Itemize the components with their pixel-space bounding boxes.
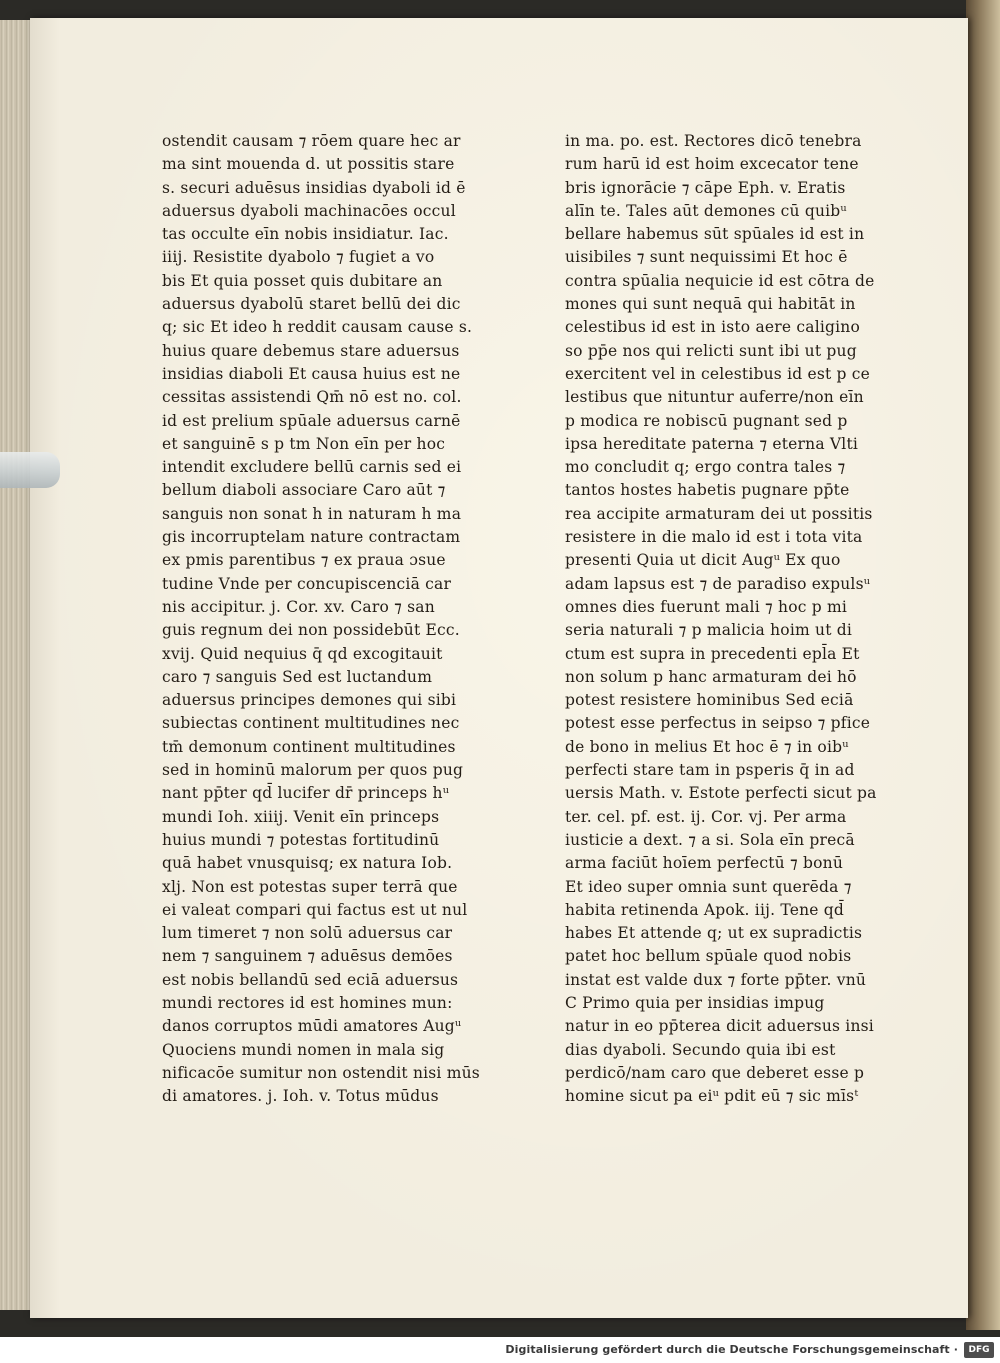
funding-note: Digitalisierung gefördert durch die Deutsche Forschungsgemeinschaft · [505,1343,958,1356]
text-line: bis Et quia posset quis dubitare an [162,271,443,290]
text-line: caro ⁊ sanguis Sed est luctandum [162,667,433,686]
text-line: nificacōe sumitur non ostendit nisi mūs [162,1063,480,1082]
text-line: ctum est supra in precedenti epl̄a Et [565,644,860,663]
text-line: mones qui sunt nequā qui habitāt in [565,295,856,314]
text-line: p modica re nobiscū pugnant sed p [565,411,848,430]
text-line: intendit excludere bellū carnis sed ei [162,458,462,477]
text-line: di amatores. j. Ioh. v. Totus mūdus [162,1087,439,1106]
text-line: tas occulte eīn nobis insidiatur. Iac. [162,225,449,244]
text-line: nis accipitur. j. Cor. xv. Caro ⁊ san [162,597,435,616]
text-line: xvij. Quid nequius q̄ qd excogitauit [162,644,443,663]
text-line: instat est valde dux ⁊ forte pp̄ter. vnū [565,970,867,989]
text-line: quā habet vnusquisq; ex natura Iob. [162,854,453,873]
text-line: tantos hostes habetis pugnare pp̄te [565,481,850,500]
text-line: uersis Math. v. Estote perfecti sicut pa [565,784,877,803]
text-line: omnes dies fuerunt mali ⁊ hoc p mi [565,597,848,616]
text-line: sanguis non sonat h in naturam h ma [162,504,462,523]
book-cover-edge [966,0,1000,1330]
text-line: mo concludit q; ergo contra tales ⁊ [565,458,846,477]
text-line: nem ⁊ sanguinem ⁊ aduēsus demōes [162,947,453,966]
text-line: tudine Vnde per concupiscenciā car [162,574,452,593]
text-line: uisibiles ⁊ sunt nequissimi Et hoc ē [565,248,848,267]
text-line: iusticie a dext. ⁊ a si. Sola eīn precā [565,830,855,849]
text-line: ei valeat compari qui factus est ut nul [162,900,468,919]
text-line: homine sicut pa eiᵘ pdit eū ⁊ sic mīsᵗ [565,1087,859,1106]
text-line: aduersus dyabolū staret bellū dei dic [162,295,461,314]
text-line: alīn te. Tales aūt demones cū quibᵘ [565,201,847,220]
text-line: de bono in melius Et hoc ē ⁊ in oibᵘ [565,737,849,756]
text-line: tm̄ demonum continent multitudines [162,737,456,756]
text-line: est nobis bellandū sed eciā aduersus [162,970,459,989]
text-line: perfecti stare tam in psperis q̄ in ad [565,761,855,780]
text-line: dias dyaboli. Secundo quia ibi est [565,1040,836,1059]
text-line: iiij. Resistite dyabolo ⁊ fugiet a vo [162,248,435,267]
page-clip [0,452,60,488]
text-line: bris ignorācie ⁊ cāpe Eph. v. Eratis [565,178,846,197]
text-line: id est prelium spūale aduersus carnē [162,411,461,430]
text-line: subiectas continent multitudines nec [162,714,460,733]
text-line: resistere in die malo id est i tota vita [565,528,863,547]
text-line: danos corruptos mūdi amatores Augᵘ [162,1017,462,1036]
text-line: bellare habemus sūt spūales id est in [565,225,865,244]
text-line: guis regnum dei non possidebūt Ecc. [162,621,460,640]
text-line: ter. cel. pf. est. ij. Cor. vj. Per arma [565,807,847,826]
dfg-logo-icon: DFG [964,1342,994,1358]
text-line: mundi rectores id est homines mun: [162,993,453,1012]
text-line: q; sic Et ideo h reddit causam cause s. [162,318,473,337]
text-line: aduersus principes demones qui sibi [162,691,457,710]
text-line: contra spūalia nequicie id est cōtra de [565,271,875,290]
text-line: rea accipite armaturam dei ut possitis [565,504,873,523]
text-line: nant pp̄ter qd̄ lucifer dr̄ princeps hᵘ [162,784,450,803]
text-line: so pp̄e nos qui relicti sunt ibi ut pug [565,341,857,360]
text-line: presenti Quia ut dicit Augᵘ Ex quo [565,551,841,570]
text-line: in ma. po. est. Rectores dicō tenebra [565,132,862,150]
text-line: lestibus que nituntur auferre/non eīn [565,388,864,407]
text-line: ipsa hereditate paterna ⁊ eterna Vlti [565,434,859,453]
text-line: s. securi aduēsus insidias dyaboli id ē [162,178,466,197]
text-line: celestibus id est in isto aere caligino [565,318,861,337]
text-line: ex pmis parentibus ⁊ ex praua ɔsue [162,551,446,570]
text-line: ma sint mouenda d. ut possitis stare [162,155,455,174]
text-line: et sanguinē s p tm Non eīn per hoc [162,434,446,453]
text-line: sed in hominū malorum per quos pug [162,761,464,780]
text-line: seria naturali ⁊ p malicia hoim ut di [565,621,853,640]
text-line: C Primo quia per insidias impug [565,993,825,1012]
text-line: ostendit causam ⁊ rōem quare hec ar [162,132,461,150]
text-column-right [565,130,900,1108]
text-line: arma faciūt hoīem perfectū ⁊ bonū [565,854,844,873]
text-line: Et ideo super omnia sunt querēda ⁊ [565,877,852,896]
text-line: perdicō/nam caro que deberet esse p [565,1063,865,1082]
text-column-left [162,130,497,1108]
text-line: huius mundi ⁊ potestas fortitudinū [162,830,440,849]
text-line: bellum diaboli associare Caro aūt ⁊ [162,481,446,500]
text-line: patet hoc bellum spūale quod nobis [565,947,852,966]
text-line: exercitent vel in celestibus id est p ce [565,364,871,383]
text-line: xlj. Non est potestas super terrā que [162,877,458,896]
text-line: cessitas assistendi Qm̄ nō est no. col. [162,388,462,407]
text-line: habes Et attende q; ut ex supradictis [565,924,863,943]
text-line: aduersus dyaboli machinacōes occul [162,201,456,220]
text-line: mundi Ioh. xiiij. Venit eīn princeps [162,807,440,826]
text-line: adam lapsus est ⁊ de paradiso expulsᵘ [565,574,871,593]
text-line: natur in eo pp̄terea dicit aduersus insi [565,1017,874,1036]
text-line: gis incorruptelam nature contractam [162,528,461,547]
text-line: huius quare debemus stare aduersus [162,341,460,360]
text-line: potest resistere hominibus Sed eciā [565,691,854,710]
text-line: Quociens mundi nomen in mala sig [162,1040,445,1059]
text-line: habita retinenda Apok. iij. Tene qd̄ [565,900,844,919]
text-line: potest esse perfectus in seipso ⁊ pfice [565,714,871,733]
footer-bar [0,1337,1000,1363]
text-line: insidias diaboli Et causa huius est ne [162,364,461,383]
text-line: lum timeret ⁊ non solū aduersus car [162,924,453,943]
text-line: rum harū id est hoim excecator tene [565,155,859,174]
text-line: non solum p hanc armaturam dei hō [565,667,857,686]
